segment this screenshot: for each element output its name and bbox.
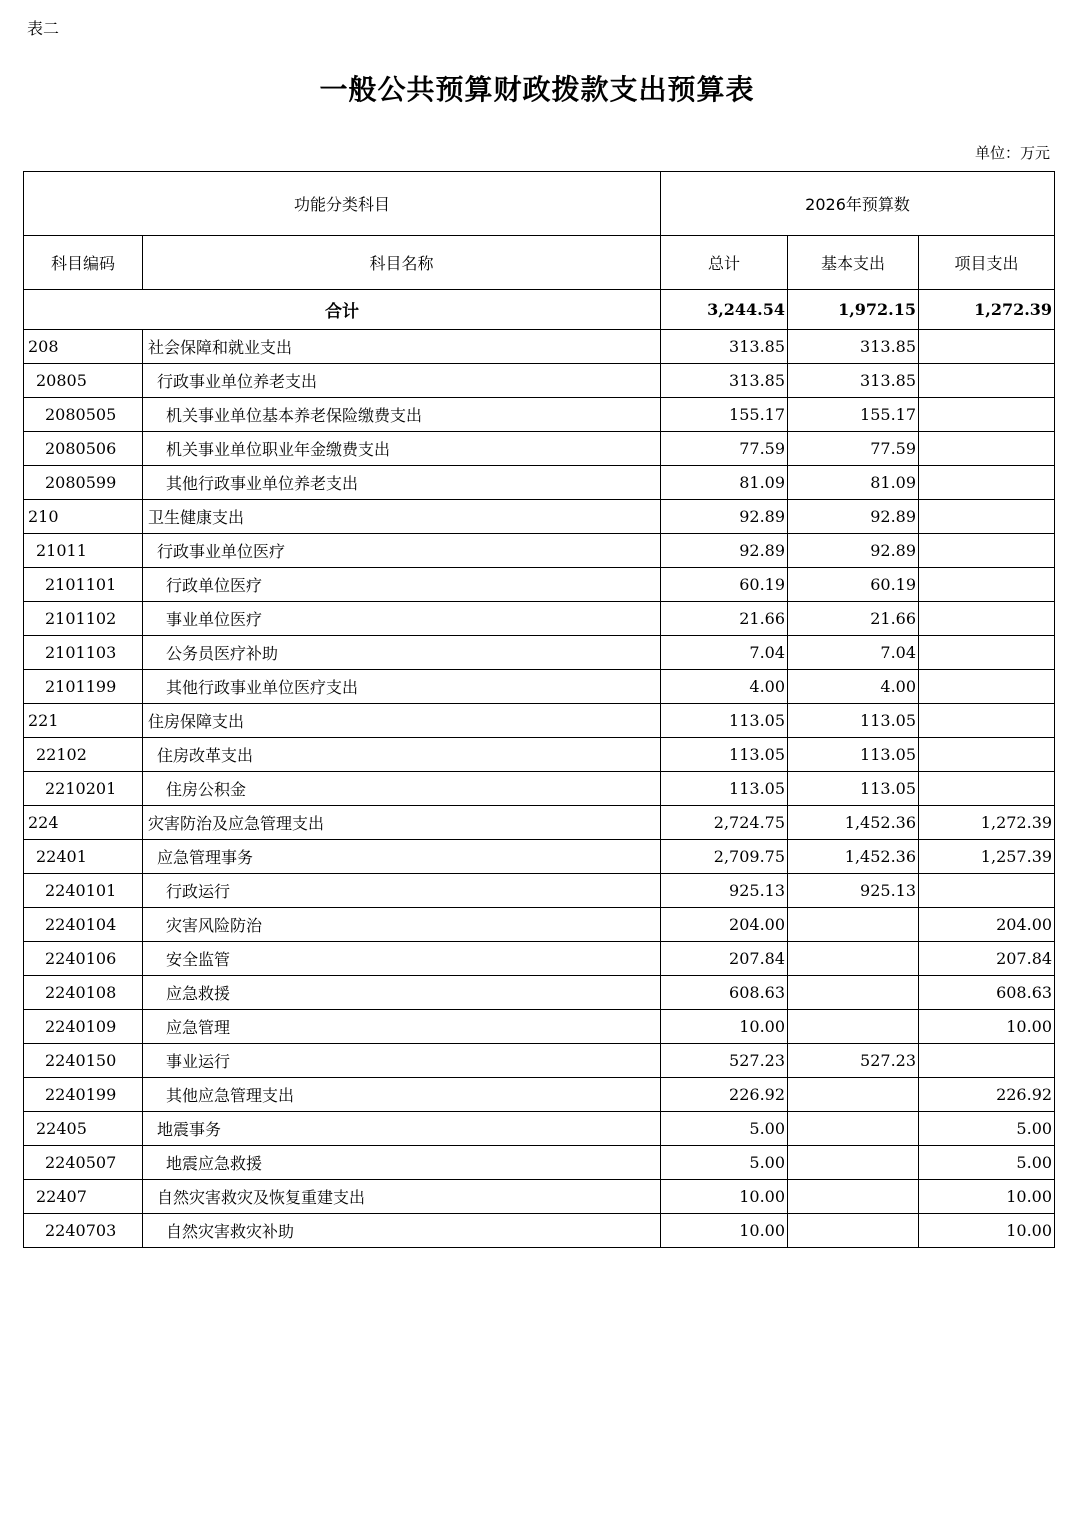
row-code: 2240108 bbox=[24, 976, 143, 1010]
row-code: 224 bbox=[24, 806, 143, 840]
row-name: 机关事业单位职业年金缴费支出 bbox=[143, 432, 661, 466]
budget-table bbox=[23, 171, 1055, 1248]
row-total: 10.00 bbox=[661, 1180, 788, 1214]
row-basic bbox=[788, 1078, 919, 1112]
row-name: 灾害风险防治 bbox=[143, 908, 661, 942]
row-code: 2101199 bbox=[24, 670, 143, 704]
row-basic: 4.00 bbox=[788, 670, 919, 704]
row-project: 10.00 bbox=[919, 1214, 1055, 1248]
row-total: 313.85 bbox=[661, 330, 788, 364]
row-total: 2,709.75 bbox=[661, 840, 788, 874]
table-row bbox=[24, 840, 1055, 874]
row-code: 20805 bbox=[24, 364, 143, 398]
row-project bbox=[919, 772, 1055, 806]
row-name: 事业运行 bbox=[143, 1044, 661, 1078]
table-row bbox=[24, 568, 1055, 602]
row-code: 22405 bbox=[24, 1112, 143, 1146]
row-code: 2101102 bbox=[24, 602, 143, 636]
row-code: 22401 bbox=[24, 840, 143, 874]
header-category-group: 功能分类科目 bbox=[24, 172, 661, 236]
row-basic: 155.17 bbox=[788, 398, 919, 432]
row-basic bbox=[788, 1180, 919, 1214]
row-name: 其他行政事业单位养老支出 bbox=[143, 466, 661, 500]
page-title: 一般公共预算财政拨款支出预算表 bbox=[319, 73, 755, 106]
row-code: 2210201 bbox=[24, 772, 143, 806]
row-project bbox=[919, 874, 1055, 908]
row-project: 10.00 bbox=[919, 1010, 1055, 1044]
table-row bbox=[24, 772, 1055, 806]
row-code: 221 bbox=[24, 704, 143, 738]
row-basic: 925.13 bbox=[788, 874, 919, 908]
table-row bbox=[24, 1044, 1055, 1078]
row-name: 公务员医疗补助 bbox=[143, 636, 661, 670]
row-total: 608.63 bbox=[661, 976, 788, 1010]
row-project: 1,272.39 bbox=[919, 806, 1055, 840]
row-total: 113.05 bbox=[661, 772, 788, 806]
row-name: 地震应急救援 bbox=[143, 1146, 661, 1180]
table-number-label: 表二 bbox=[27, 19, 60, 38]
row-name: 卫生健康支出 bbox=[143, 500, 661, 534]
row-code: 2080505 bbox=[24, 398, 143, 432]
row-project bbox=[919, 704, 1055, 738]
row-name: 事业单位医疗 bbox=[143, 602, 661, 636]
row-code: 210 bbox=[24, 500, 143, 534]
row-code: 2240106 bbox=[24, 942, 143, 976]
row-basic bbox=[788, 908, 919, 942]
row-code: 2101103 bbox=[24, 636, 143, 670]
row-basic: 77.59 bbox=[788, 432, 919, 466]
row-project: 1,257.39 bbox=[919, 840, 1055, 874]
row-code: 2101101 bbox=[24, 568, 143, 602]
row-total: 113.05 bbox=[661, 704, 788, 738]
row-name: 住房保障支出 bbox=[143, 704, 661, 738]
row-name: 其他行政事业单位医疗支出 bbox=[143, 670, 661, 704]
row-project: 10.00 bbox=[919, 1180, 1055, 1214]
row-name: 自然灾害救灾补助 bbox=[143, 1214, 661, 1248]
row-project bbox=[919, 738, 1055, 772]
row-basic: 527.23 bbox=[788, 1044, 919, 1078]
row-total: 60.19 bbox=[661, 568, 788, 602]
row-basic bbox=[788, 1146, 919, 1180]
row-basic: 113.05 bbox=[788, 772, 919, 806]
row-code: 208 bbox=[24, 330, 143, 364]
header-row-group bbox=[24, 172, 1055, 236]
header-code: 科目编码 bbox=[24, 236, 143, 290]
row-basic: 92.89 bbox=[788, 500, 919, 534]
total-project: 1,272.39 bbox=[919, 290, 1055, 330]
table-row bbox=[24, 466, 1055, 500]
row-basic: 60.19 bbox=[788, 568, 919, 602]
row-name: 行政运行 bbox=[143, 874, 661, 908]
row-project bbox=[919, 636, 1055, 670]
row-basic: 1,452.36 bbox=[788, 806, 919, 840]
row-project bbox=[919, 432, 1055, 466]
row-code: 21011 bbox=[24, 534, 143, 568]
row-basic: 7.04 bbox=[788, 636, 919, 670]
row-project: 207.84 bbox=[919, 942, 1055, 976]
header-total: 总计 bbox=[661, 236, 788, 290]
row-basic bbox=[788, 976, 919, 1010]
row-name: 应急救援 bbox=[143, 976, 661, 1010]
row-total: 92.89 bbox=[661, 500, 788, 534]
table-row bbox=[24, 1078, 1055, 1112]
row-basic: 113.05 bbox=[788, 738, 919, 772]
table-row bbox=[24, 874, 1055, 908]
row-total: 10.00 bbox=[661, 1010, 788, 1044]
row-total: 204.00 bbox=[661, 908, 788, 942]
table-row bbox=[24, 976, 1055, 1010]
header-name: 科目名称 bbox=[143, 236, 661, 290]
row-code: 2240199 bbox=[24, 1078, 143, 1112]
row-name: 住房改革支出 bbox=[143, 738, 661, 772]
row-basic bbox=[788, 942, 919, 976]
table-row bbox=[24, 534, 1055, 568]
row-project bbox=[919, 1044, 1055, 1078]
row-project bbox=[919, 364, 1055, 398]
table-row bbox=[24, 602, 1055, 636]
row-total: 81.09 bbox=[661, 466, 788, 500]
row-total: 5.00 bbox=[661, 1112, 788, 1146]
row-project bbox=[919, 568, 1055, 602]
table-row bbox=[24, 942, 1055, 976]
table-row bbox=[24, 500, 1055, 534]
row-basic: 21.66 bbox=[788, 602, 919, 636]
row-name: 灾害防治及应急管理支出 bbox=[143, 806, 661, 840]
row-code: 2080506 bbox=[24, 432, 143, 466]
header-basic: 基本支出 bbox=[788, 236, 919, 290]
row-total: 113.05 bbox=[661, 738, 788, 772]
row-name: 地震事务 bbox=[143, 1112, 661, 1146]
row-name: 住房公积金 bbox=[143, 772, 661, 806]
row-basic: 1,452.36 bbox=[788, 840, 919, 874]
header-project: 项目支出 bbox=[919, 236, 1055, 290]
row-total: 155.17 bbox=[661, 398, 788, 432]
row-basic: 81.09 bbox=[788, 466, 919, 500]
row-total: 7.04 bbox=[661, 636, 788, 670]
row-project: 204.00 bbox=[919, 908, 1055, 942]
header-row-columns bbox=[24, 236, 1055, 290]
table-row bbox=[24, 704, 1055, 738]
row-project: 608.63 bbox=[919, 976, 1055, 1010]
row-total: 4.00 bbox=[661, 670, 788, 704]
table-row bbox=[24, 1214, 1055, 1248]
row-project bbox=[919, 602, 1055, 636]
row-name: 行政单位医疗 bbox=[143, 568, 661, 602]
table-row bbox=[24, 1112, 1055, 1146]
row-code: 2080599 bbox=[24, 466, 143, 500]
table-row bbox=[24, 738, 1055, 772]
row-total: 226.92 bbox=[661, 1078, 788, 1112]
row-total: 10.00 bbox=[661, 1214, 788, 1248]
table-row bbox=[24, 364, 1055, 398]
row-name: 行政事业单位养老支出 bbox=[143, 364, 661, 398]
row-basic: 313.85 bbox=[788, 330, 919, 364]
row-basic bbox=[788, 1010, 919, 1044]
table-row bbox=[24, 330, 1055, 364]
row-total: 925.13 bbox=[661, 874, 788, 908]
row-total: 21.66 bbox=[661, 602, 788, 636]
row-code: 2240703 bbox=[24, 1214, 143, 1248]
row-project bbox=[919, 670, 1055, 704]
row-name: 自然灾害救灾及恢复重建支出 bbox=[143, 1180, 661, 1214]
row-project bbox=[919, 534, 1055, 568]
row-basic: 313.85 bbox=[788, 364, 919, 398]
row-basic bbox=[788, 1112, 919, 1146]
table-row bbox=[24, 1010, 1055, 1044]
row-basic bbox=[788, 1214, 919, 1248]
table-row bbox=[24, 1180, 1055, 1214]
row-total: 5.00 bbox=[661, 1146, 788, 1180]
row-total: 77.59 bbox=[661, 432, 788, 466]
row-basic: 92.89 bbox=[788, 534, 919, 568]
row-code: 2240507 bbox=[24, 1146, 143, 1180]
table-row bbox=[24, 806, 1055, 840]
total-basic: 1,972.15 bbox=[788, 290, 919, 330]
header-budget-group: 2026年预算数 bbox=[661, 172, 1055, 236]
table-row bbox=[24, 1146, 1055, 1180]
row-project: 5.00 bbox=[919, 1146, 1055, 1180]
row-code: 2240101 bbox=[24, 874, 143, 908]
row-name: 行政事业单位医疗 bbox=[143, 534, 661, 568]
row-name: 安全监管 bbox=[143, 942, 661, 976]
row-code: 22407 bbox=[24, 1180, 143, 1214]
table-row bbox=[24, 432, 1055, 466]
table-row bbox=[24, 398, 1055, 432]
total-row bbox=[24, 290, 1055, 330]
row-basic: 113.05 bbox=[788, 704, 919, 738]
row-name: 机关事业单位基本养老保险缴费支出 bbox=[143, 398, 661, 432]
unit-label: 单位：万元 bbox=[974, 144, 1050, 162]
row-total: 313.85 bbox=[661, 364, 788, 398]
row-project bbox=[919, 466, 1055, 500]
total-label: 合计 bbox=[24, 290, 661, 330]
row-name: 应急管理事务 bbox=[143, 840, 661, 874]
row-project bbox=[919, 330, 1055, 364]
row-total: 92.89 bbox=[661, 534, 788, 568]
row-name: 社会保障和就业支出 bbox=[143, 330, 661, 364]
row-code: 2240104 bbox=[24, 908, 143, 942]
row-name: 应急管理 bbox=[143, 1010, 661, 1044]
row-project: 5.00 bbox=[919, 1112, 1055, 1146]
row-code: 2240109 bbox=[24, 1010, 143, 1044]
row-code: 2240150 bbox=[24, 1044, 143, 1078]
table-row bbox=[24, 636, 1055, 670]
total-amount: 3,244.54 bbox=[661, 290, 788, 330]
row-project bbox=[919, 500, 1055, 534]
row-total: 527.23 bbox=[661, 1044, 788, 1078]
row-total: 207.84 bbox=[661, 942, 788, 976]
row-code: 22102 bbox=[24, 738, 143, 772]
row-total: 2,724.75 bbox=[661, 806, 788, 840]
row-project bbox=[919, 398, 1055, 432]
table-row bbox=[24, 670, 1055, 704]
table-row bbox=[24, 908, 1055, 942]
row-name: 其他应急管理支出 bbox=[143, 1078, 661, 1112]
row-project: 226.92 bbox=[919, 1078, 1055, 1112]
